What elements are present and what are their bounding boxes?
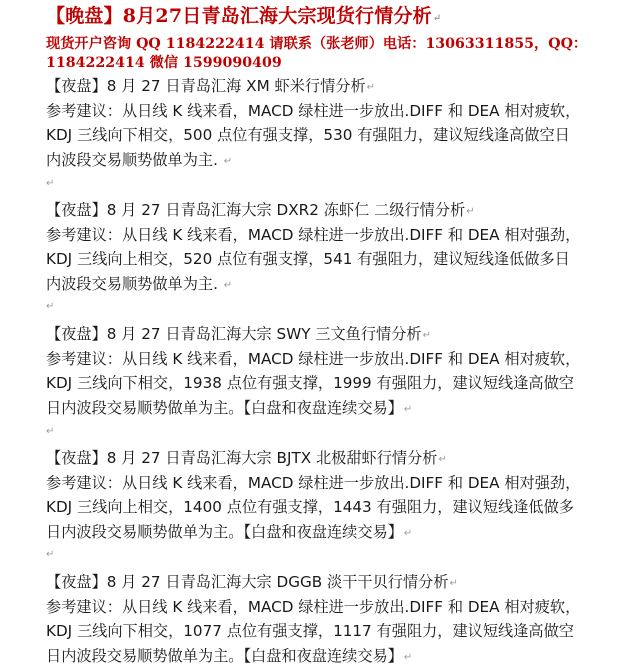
- section-line: KDJ 三线向上相交，1400 点位有强支撑，1443 有强阻力，建议短线逢低做多: [46, 498, 574, 517]
- paragraph-mark: ↵: [403, 651, 413, 663]
- paragraph-mark: ↵: [449, 578, 458, 589]
- paragraph-mark: ↵: [366, 82, 376, 93]
- analysis-section-dggb: [46, 570, 644, 668]
- analysis-section-dxr2: [46, 198, 644, 296]
- contact-line-1: 现货开户咨询 QQ 1184222414 请联系（张老师）电话：13063311855，QQ：: [46, 36, 588, 52]
- section-line: 参考建议：从日线 K 线来看，MACD 绿柱进一步放出.DIFF 和 DEA 相对疲软，: [46, 597, 581, 616]
- section-line-text: 日内波段交易顺势做单为主。【白盘和夜盘连续交易】: [46, 522, 403, 541]
- section-line: [46, 272, 644, 297]
- section-heading: [46, 570, 644, 595]
- blank-paragraph-mark: ↵: [46, 178, 55, 189]
- section-line-text: 日内波段交易顺势做单为主。【白盘和夜盘连续交易】: [46, 398, 403, 417]
- paragraph-mark: ↵: [438, 454, 447, 465]
- paragraph-mark: ↵: [422, 330, 432, 341]
- section-heading-text: 【夜盘】8 月 27 日青岛汇海 XM 虾米行情分析: [46, 77, 366, 95]
- section-line: KDJ 三线向下相交，1077 点位有强支撑，1117 有强阻力，建议短线逢高做空: [46, 622, 574, 641]
- section-line: KDJ 三线向下相交，500 点位有强支撑，530 有强阻力，建议短线逢高做空日: [46, 126, 570, 145]
- section-line: 参考建议：从日线 K 线来看，MACD 绿柱进一步放出.DIFF 和 DEA 相对疲软，: [46, 101, 581, 120]
- section-line: 参考建议：从日线 K 线来看，MACD 绿柱进一步放出.DIFF 和 DEA 相对疲软，: [46, 349, 581, 368]
- paragraph-mark: ↵: [403, 527, 413, 539]
- section-line: [46, 644, 644, 669]
- section-line: [46, 520, 644, 545]
- analysis-section-xm: [46, 74, 644, 172]
- section-line: 参考建议：从日线 K 线来看，MACD 绿柱进一步放出.DIFF 和 DEA 相对强劲，: [46, 225, 581, 244]
- blank-paragraph-mark: ↵: [46, 426, 55, 437]
- contact-line-2: 1184222414 微信 1599090409: [46, 55, 282, 71]
- section-line-text: 内波段交易顺势做单为主.: [46, 274, 218, 293]
- section-line: KDJ 三线向下相交，1938 点位有强支撑，1999 有强阻力，建议短线逢高做空: [46, 374, 574, 393]
- section-line: [46, 148, 644, 173]
- section-heading: [46, 198, 644, 223]
- section-line-text: 日内波段交易顺势做单为主。【白盘和夜盘连续交易】: [46, 646, 403, 665]
- analysis-section-bjtx: [46, 446, 644, 544]
- paragraph-mark: ↵: [223, 155, 233, 167]
- section-heading: [46, 74, 644, 99]
- section-heading-text: 【夜盘】8 月 27 日青岛汇海大宗 DXR2 冻虾仁 二级行情分析: [46, 201, 466, 219]
- section-heading-text: 【夜盘】8 月 27 日青岛汇海大宗 DGGB 淡干干贝行情分析: [46, 573, 449, 591]
- section-heading: [46, 446, 644, 471]
- contact-info: [46, 35, 644, 73]
- blank-paragraph-mark: ↵: [46, 301, 55, 312]
- document-title-text: 【晚盘】8月27日青岛汇海大宗现货行情分析: [46, 5, 432, 27]
- paragraph-mark: ↵: [466, 206, 475, 217]
- paragraph-mark: ↵: [223, 279, 233, 291]
- analysis-section-swy: [46, 322, 644, 420]
- section-line: KDJ 三线向上相交，520 点位有强支撑，541 有强阻力，建议短线逢低做多日: [46, 250, 570, 269]
- section-heading-text: 【夜盘】8 月 27 日青岛汇海大宗 BJTX 北极甜虾行情分析: [46, 449, 438, 467]
- paragraph-mark: ↵: [403, 403, 413, 415]
- blank-paragraph-mark: ↵: [46, 549, 55, 560]
- section-line: [46, 396, 644, 421]
- paragraph-mark: ↵: [432, 13, 442, 24]
- section-heading-text: 【夜盘】8 月 27 日青岛汇海大宗 SWY 三文鱼行情分析: [46, 325, 422, 343]
- section-heading: [46, 322, 644, 347]
- document-title: [46, 1, 441, 28]
- section-line-text: 内波段交易顺势做单为主.: [46, 150, 218, 169]
- section-line: 参考建议：从日线 K 线来看，MACD 绿柱进一步放出.DIFF 和 DEA 相对强劲，: [46, 473, 581, 492]
